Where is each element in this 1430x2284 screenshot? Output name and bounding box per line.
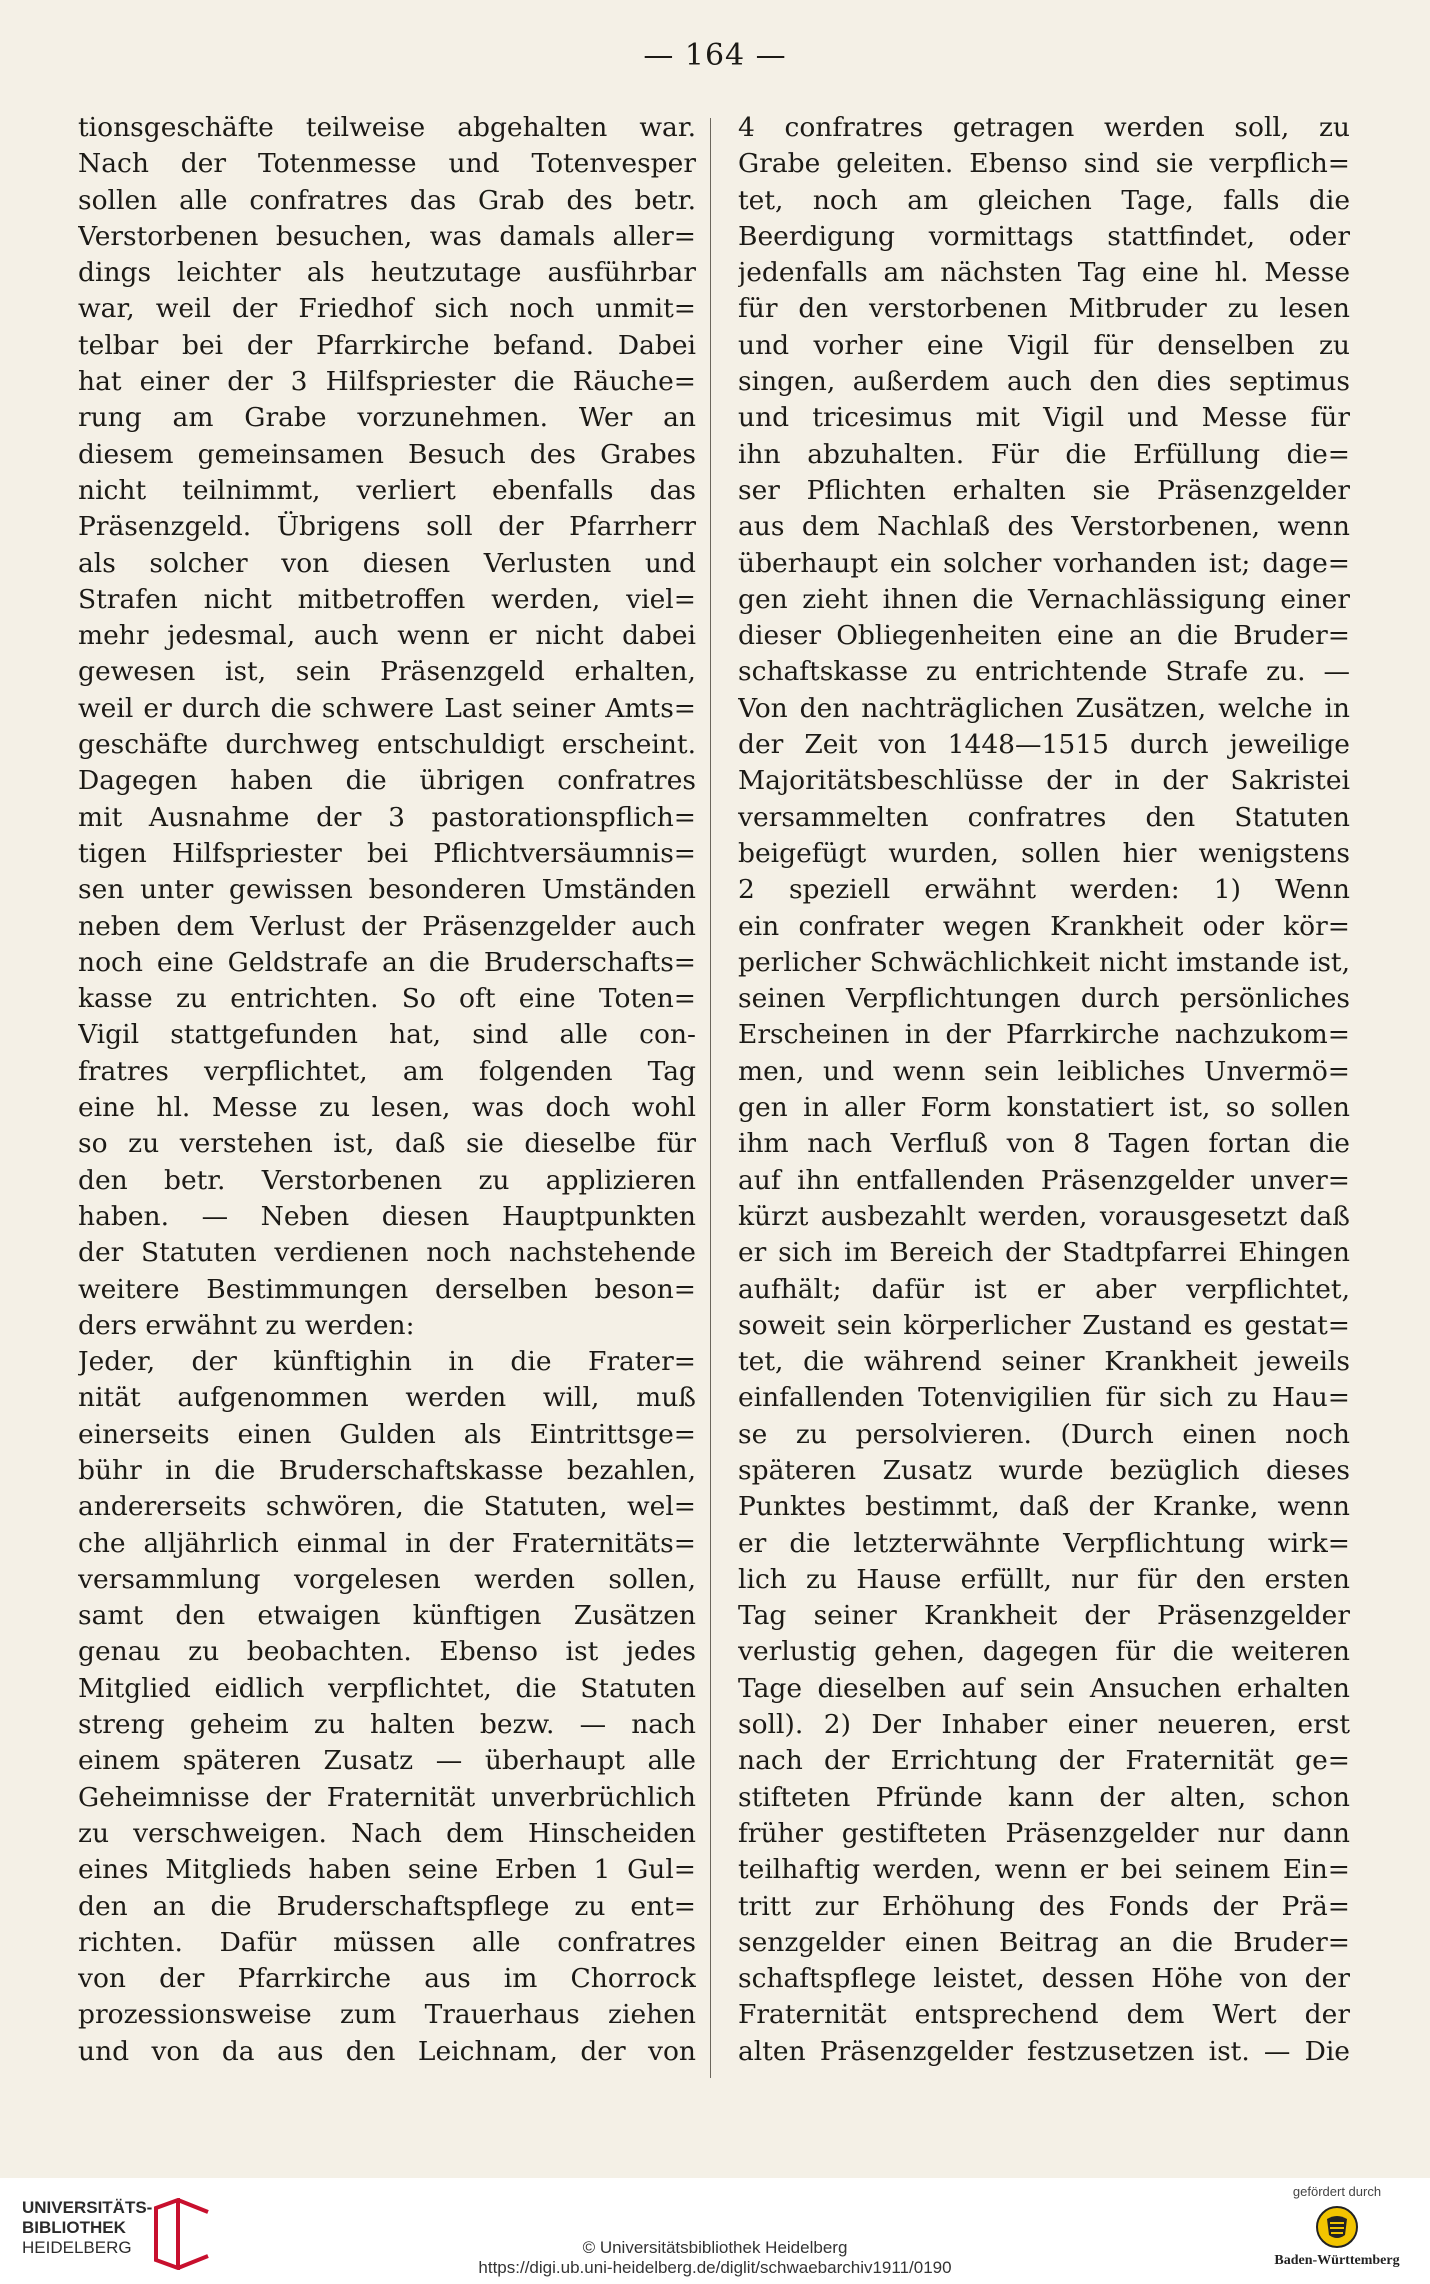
left-column-line: richten. Dafür müssen alle confratres [78, 1926, 696, 1958]
right-column-line: se zu persolvieren. (Durch einen noch [738, 1418, 1350, 1450]
right-column-line: seinen Verpflichtungen durch persönliches [738, 983, 1350, 1015]
right-column-line: singen, außerdem auch den dies septimus [738, 366, 1350, 398]
right-column-line: einfallenden Totenvigilien für sich zu Hau= [738, 1382, 1350, 1414]
sponsor-name: Baden-Württemberg [1274, 2253, 1400, 2268]
right-column-line: teilhaftig werden, wenn er bei seinem Ein= [738, 1854, 1350, 1886]
sponsor-label: gefördert durch [1292, 2184, 1382, 2199]
copyright-block [0, 2238, 1430, 2278]
left-column-line: andererseits schwören, die Statuten, wel= [78, 1491, 696, 1523]
left-column-line: Verstorbenen besuchen, was damals aller= [78, 220, 696, 252]
right-column-line: Fraternität entsprechend dem Wert der [738, 1999, 1350, 2031]
right-column-line: Erscheinen in der Pfarrkirche nachzukom= [738, 1019, 1350, 1051]
right-column-line: senzgelder einen Beitrag an die Bruder= [738, 1926, 1350, 1958]
left-column-line: versammlung vorgelesen werden sollen, [78, 1563, 696, 1595]
right-column-line: Majoritätsbeschlüsse der in der Sakristei [738, 765, 1350, 797]
right-column-line: versammelten confratres den Statuten [738, 801, 1350, 833]
left-column-line: Jeder, der künftighin in die Frater= [78, 1346, 696, 1378]
right-column-line: soweit sein körperlicher Zustand es gestat= [738, 1309, 1350, 1341]
right-column-line: späteren Zusatz wurde bezüglich dieses [738, 1454, 1350, 1486]
right-column-line: ihn abzuhalten. Für die Erfüllung die= [738, 438, 1350, 470]
right-column-line: Beerdigung vormittags stattfindet, oder [738, 220, 1350, 252]
left-column-line: Geheimnisse der Fraternität unverbrüchlich [78, 1781, 696, 1813]
right-column-line: er die letzterwähnte Verpflichtung wirk= [738, 1527, 1350, 1559]
right-column-line: Von den nachträglichen Zusätzen, welche in [738, 692, 1350, 724]
left-column-line: zu verschweigen. Nach dem Hinscheiden [78, 1817, 696, 1849]
right-column-line: Grabe geleiten. Ebenso sind sie verpflich= [738, 148, 1350, 180]
right-column-line: Punktes bestimmt, daß der Kranke, wenn [738, 1491, 1350, 1523]
library-line-1: UNIVERSITÄTS- [22, 2198, 153, 2217]
right-column-line: alten Präsenzgelder festzusetzen ist. — Die [738, 2035, 1350, 2067]
left-column-line: sen unter gewissen besonderen Umständen [78, 874, 696, 906]
right-column-line: er sich im Bereich der Stadtpfarrei Ehingen [738, 1237, 1350, 1269]
left-column-line: hat einer der 3 Hilfspriester die Räuche= [78, 366, 696, 398]
left-column-line: so zu verstehen ist, daß sie dieselbe für [78, 1128, 696, 1160]
left-column-line: Mitglied eidlich verpflichtet, die Statuten [78, 1672, 696, 1704]
right-column-line: verlustig gehen, dagegen für die weiteren [738, 1636, 1350, 1668]
right-column-line: kürzt ausbezahlt werden, vorausgesetzt daß [738, 1200, 1350, 1232]
right-column-line: soll). 2) Der Inhaber einer neueren, erst [738, 1709, 1350, 1741]
left-column-line: und von da aus den Leichnam, der von [78, 2035, 696, 2067]
left-column-line: Präsenzgeld. Übrigens soll der Pfarrherr [78, 511, 696, 543]
left-column-line: tigen Hilfspriester bei Pflichtversäumnis= [78, 837, 696, 869]
left-column-line: diesem gemeinsamen Besuch des Grabes [78, 438, 696, 470]
left-column-line: prozessionsweise zum Trauerhaus ziehen [78, 1999, 696, 2031]
left-column-line: einem späteren Zusatz — überhaupt alle [78, 1745, 696, 1777]
left-column-line: nicht teilnimmt, verliert ebenfalls das [78, 474, 696, 506]
right-column-line: und tricesimus mit Vigil und Messe für [738, 402, 1350, 434]
right-column-line: schaftskasse zu entrichtende Strafe zu. — [738, 656, 1350, 688]
right-column-line: tet, die während seiner Krankheit jeweils [738, 1346, 1350, 1378]
left-column-line: den an die Bruderschaftspflege zu ent= [78, 1890, 696, 1922]
right-column-line: früher gestifteten Präsenzgelder nur dann [738, 1817, 1350, 1849]
left-column-line: fratres verpflichtet, am folgenden Tag [78, 1055, 696, 1087]
page-number: — 164 — [643, 38, 787, 73]
right-column-line: Tage dieselben auf sein Ansuchen erhalten [738, 1672, 1350, 1704]
left-column-line: nität aufgenommen werden will, muß [78, 1382, 696, 1414]
sponsor-block [1262, 2184, 1412, 2280]
left-column-line: einerseits einen Gulden als Eintrittsge= [78, 1418, 696, 1450]
right-column-line: und vorher eine Vigil für denselben zu [738, 329, 1350, 361]
right-column-line: nach der Errichtung der Fraternität ge= [738, 1745, 1350, 1777]
left-column-line: ders erwähnt zu werden: [78, 1309, 415, 1341]
right-column-line: perlicher Schwächlichkeit nicht imstande ist, [738, 946, 1350, 978]
left-column-line: geschäfte durchweg entschuldigt erscheint. [78, 729, 696, 761]
left-column-line: neben dem Verlust der Präsenzgelder auch [78, 910, 696, 942]
baden-wuerttemberg-seal-icon [1315, 2205, 1359, 2249]
left-column-line: den betr. Verstorbenen zu applizieren [78, 1164, 696, 1196]
left-column-line: genau zu beobachten. Ebenso ist jedes [78, 1636, 696, 1668]
library-line-2: BIBLIOTHEK [22, 2218, 126, 2237]
left-column-line: der Statuten verdienen noch nachstehende [78, 1237, 696, 1269]
right-column-line: für den verstorbenen Mitbruder zu lesen [738, 293, 1350, 325]
right-column-line: gen in aller Form konstatiert ist, so sollen [738, 1092, 1350, 1124]
right-column-line: gen zieht ihnen die Vernachlässigung einer [738, 583, 1350, 615]
left-column-line: che alljährlich einmal in der Fraternitäts= [78, 1527, 696, 1559]
left-column-line: von der Pfarrkirche aus im Chorrock [78, 1963, 696, 1995]
right-column-line: ein confrater wegen Krankheit oder kör= [738, 910, 1350, 942]
right-column-line: Tag seiner Krankheit der Präsenzgelder [738, 1600, 1350, 1632]
right-column-line: ihm nach Verfluß von 8 Tagen fortan die [738, 1128, 1350, 1160]
left-column-line: war, weil der Friedhof sich noch unmit= [78, 293, 696, 325]
right-column-line: 4 confratres getragen werden soll, zu [738, 112, 1350, 143]
left-column-line: eines Mitglieds haben seine Erben 1 Gul= [78, 1854, 696, 1886]
left-column-line: bühr in die Bruderschaftskasse bezahlen, [78, 1454, 696, 1486]
footer [0, 2178, 1430, 2284]
left-column-line: sollen alle confratres das Grab des betr. [78, 184, 696, 216]
right-column-line: beigefügt wurden, sollen hier wenigstens [738, 837, 1350, 869]
copyright-text: © Universitätsbibliothek Heidelberg [582, 2238, 848, 2257]
left-column-line: Strafen nicht mitbetroffen werden, viel= [78, 583, 696, 615]
left-column-line: haben. — Neben diesen Hauptpunkten [78, 1200, 696, 1232]
left-column-line: gewesen ist, sein Präsenzgeld erhalten, [78, 656, 696, 688]
left-column-line: eine hl. Messe zu lesen, was doch wohl [78, 1092, 696, 1124]
library-line-3: HEIDELBERG [22, 2238, 132, 2257]
right-column-line: der Zeit von 1448—1515 durch jeweilige [738, 729, 1350, 761]
left-column-line: weitere Bestimmungen derselben beson= [78, 1273, 696, 1305]
left-column-line: rung am Grabe vorzunehmen. Wer an [78, 402, 696, 434]
left-column-line: mit Ausnahme der 3 pastorationspflich= [78, 801, 696, 833]
right-column-line: tritt zur Erhöhung des Fonds der Prä= [738, 1890, 1350, 1922]
right-column-line: dieser Obliegenheiten eine an die Bruder= [738, 620, 1350, 652]
left-column-line: Nach der Totenmesse und Totenvesper [78, 148, 696, 180]
left-column [78, 110, 696, 2070]
left-column-line: telbar bei der Pfarrkirche befand. Dabei [78, 329, 696, 361]
right-column-line: aufhält; dafür ist er aber verpflichtet, [738, 1273, 1350, 1305]
right-column-line: überhaupt ein solcher vorhanden ist; dage= [738, 547, 1350, 579]
right-column-line: men, und wenn sein leibliches Unvermö= [738, 1055, 1350, 1087]
left-column-line: Dagegen haben die übrigen confratres [78, 765, 696, 797]
right-column-line: schaftspflege leistet, dessen Höhe von der [738, 1963, 1350, 1995]
right-column-line: stifteten Pfründe kann der alten, schon [738, 1781, 1350, 1813]
left-column-line: kasse zu entrichten. So oft eine Toten= [78, 983, 696, 1015]
left-column-line: weil er durch die schwere Last seiner Amts= [78, 692, 696, 724]
left-column-line: als solcher von diesen Verlusten und [78, 547, 696, 579]
left-column-line: samt den etwaigen künftigen Zusätzen [78, 1600, 696, 1632]
right-column-line: auf ihn entfallenden Präsenzgelder unver= [738, 1164, 1350, 1196]
source-url-link[interactable]: https://digi.ub.uni-heidelberg.de/diglit/schwaebarchiv1911/0190 [478, 2258, 952, 2277]
left-column-line: dings leichter als heutzutage ausführbar [78, 257, 696, 289]
left-column-line: tionsgeschäfte teilweise abgehalten war. [78, 112, 696, 143]
right-column [738, 110, 1350, 2070]
left-column-line: noch eine Geldstrafe an die Bruderschafts= [78, 946, 696, 978]
left-column-line: Vigil stattgefunden hat, sind alle con- [78, 1019, 696, 1051]
left-column-line: streng geheim zu halten bezw. — nach [78, 1709, 696, 1741]
column-divider [710, 118, 711, 2078]
right-column-line: tet, noch am gleichen Tage, falls die [738, 184, 1350, 216]
right-column-line: ser Pflichten erhalten sie Präsenzgelder [738, 474, 1350, 506]
right-column-line: jedenfalls am nächsten Tag eine hl. Messe [738, 257, 1350, 289]
right-column-line: aus dem Nachlaß des Verstorbenen, wenn [738, 511, 1350, 543]
right-column-line: lich zu Hause erfüllt, nur für den ersten [738, 1563, 1350, 1595]
right-column-line: 2 speziell erwähnt werden: 1) Wenn [738, 874, 1350, 906]
left-column-line: mehr jedesmal, auch wenn er nicht dabei [78, 620, 696, 652]
